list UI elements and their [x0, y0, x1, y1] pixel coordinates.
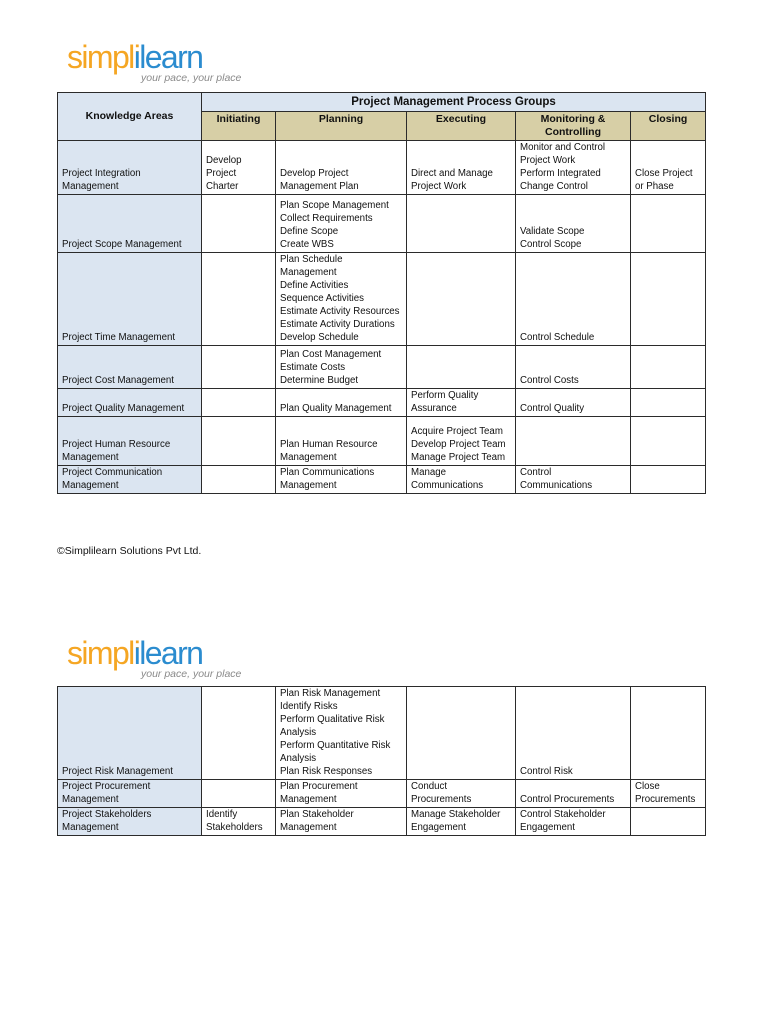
- knowledge-area-cell: [58, 808, 202, 836]
- process-groups-table-body: [58, 141, 706, 494]
- process-item-text: Stakeholders: [206, 822, 263, 833]
- logo-tagline: your pace, your place: [141, 668, 242, 680]
- group-header-initiating: Initiating: [202, 112, 276, 141]
- process-item-text: Collect Requirements: [280, 213, 373, 224]
- process-item-text: Develop: [206, 155, 242, 166]
- knowledge-areas-header: Knowledge Areas: [58, 93, 202, 141]
- closing-cell: [631, 253, 706, 346]
- executing-cell: [407, 253, 516, 346]
- planning-cell: [276, 141, 407, 195]
- process-item-text: Control Procurements: [520, 794, 615, 805]
- knowledge-area-label: Project Stakeholders: [62, 809, 152, 820]
- process-item-text: Management: [280, 267, 337, 278]
- process-item-text: Plan Cost Management: [280, 349, 382, 360]
- process-item-text: Analysis: [280, 753, 317, 764]
- closing-cell: [631, 389, 706, 417]
- knowledge-area-row: [58, 253, 706, 346]
- planning-cell: [276, 466, 407, 494]
- knowledge-area-label: Project Cost Management: [62, 375, 174, 386]
- closing-cell: [631, 346, 706, 389]
- initiating-cell: [202, 466, 276, 494]
- process-item-text: Manage Stakeholder: [411, 809, 501, 820]
- process-groups-header: Project Management Process Groups: [202, 93, 706, 112]
- process-item-text: Develop Schedule: [280, 332, 359, 343]
- initiating-cell: [202, 808, 276, 836]
- monitoring-controlling-cell: [516, 417, 631, 466]
- knowledge-area-row: [58, 687, 706, 780]
- process-item-text: Perform Integrated: [520, 168, 601, 179]
- monitoring-controlling-cell: [516, 195, 631, 253]
- knowledge-area-row: [58, 417, 706, 466]
- process-item-text: Estimate Activity Resources: [280, 306, 400, 317]
- initiating-cell: [202, 141, 276, 195]
- process-item-text: Close Project: [635, 168, 693, 179]
- monitoring-controlling-cell: [516, 466, 631, 494]
- process-item-text: Develop Project Team: [411, 439, 506, 450]
- process-item-text: Close: [635, 781, 660, 792]
- knowledge-area-row: [58, 808, 706, 836]
- process-item-text: Manage: [411, 467, 447, 478]
- knowledge-area-label: Project Integration: [62, 168, 141, 179]
- initiating-cell: [202, 780, 276, 808]
- process-item-text: Management Plan: [280, 181, 359, 192]
- process-item-text: Plan Risk Responses: [280, 766, 373, 777]
- knowledge-area-row: [58, 195, 706, 253]
- process-item-text: Control Risk: [520, 766, 573, 777]
- planning-cell: [276, 346, 407, 389]
- process-item-text: Perform Quantitative Risk: [280, 740, 391, 751]
- process-item-text: Project: [206, 168, 237, 179]
- executing-cell: [407, 141, 516, 195]
- process-item-text: Change Control: [520, 181, 588, 192]
- process-item-text: Plan Human Resource: [280, 439, 378, 450]
- process-item-text: Communications: [520, 480, 593, 491]
- process-item-text: Identify Risks: [280, 701, 338, 712]
- group-header-planning: Planning: [276, 112, 407, 141]
- simplilearn-logo: [67, 637, 202, 669]
- process-item-text: Conduct: [411, 781, 448, 792]
- closing-cell: [631, 195, 706, 253]
- initiating-cell: [202, 389, 276, 417]
- logo-wordmark-learn: learn: [139, 635, 203, 671]
- closing-cell: [631, 417, 706, 466]
- process-item-text: Project Work: [520, 155, 576, 166]
- process-item-text: Charter: [206, 181, 239, 192]
- knowledge-area-label: Project Scope Management: [62, 239, 182, 250]
- simplilearn-logo: [67, 41, 202, 73]
- process-item-text: Assurance: [411, 403, 457, 414]
- monitoring-controlling-cell: [516, 253, 631, 346]
- initiating-cell: [202, 195, 276, 253]
- process-item-text: Perform Quality: [411, 390, 479, 401]
- process-item-text: Estimate Activity Durations: [280, 319, 395, 330]
- executing-cell: [407, 389, 516, 417]
- knowledge-area-row: [58, 780, 706, 808]
- knowledge-area-label: Project Risk Management: [62, 766, 173, 777]
- process-item-text: Plan Procurement: [280, 781, 358, 792]
- process-item-text: Develop Project: [280, 168, 349, 179]
- knowledge-area-row: [58, 141, 706, 195]
- knowledge-area-cell: [58, 687, 202, 780]
- planning-cell: [276, 389, 407, 417]
- process-item-text: Sequence Activities: [280, 293, 365, 304]
- knowledge-area-label: Project Quality Management: [62, 403, 185, 414]
- logo-wordmark-simpl: simpl: [67, 635, 134, 671]
- process-item-text: Monitor and Control: [520, 142, 606, 153]
- logo-wordmark-learn: learn: [139, 39, 203, 75]
- process-item-text: Manage Project Team: [411, 452, 506, 463]
- process-item-text: Define Scope: [280, 226, 339, 237]
- initiating-cell: [202, 687, 276, 780]
- knowledge-area-label: Project Communication: [62, 467, 163, 478]
- process-item-text: Engagement: [520, 822, 575, 833]
- process-item-text: Management: [280, 794, 337, 805]
- logo-wordmark-i: i: [133, 635, 140, 671]
- process-item-text: Procurements: [411, 794, 472, 805]
- knowledge-area-label: Management: [62, 822, 119, 833]
- process-item-text: Estimate Costs: [280, 362, 346, 373]
- process-item-text: Plan Quality Management: [280, 403, 392, 414]
- group-header-monitoring-controlling: Monitoring & Controlling: [516, 112, 631, 141]
- monitoring-controlling-cell: [516, 389, 631, 417]
- process-item-text: Validate Scope: [520, 226, 585, 237]
- group-header-closing: Closing: [631, 112, 706, 141]
- monitoring-controlling-cell: [516, 808, 631, 836]
- process-item-text: Plan Risk Management: [280, 688, 381, 699]
- logo-tagline: your pace, your place: [141, 72, 242, 84]
- process-item-text: Direct and Manage: [411, 168, 493, 179]
- process-item-text: Engagement: [411, 822, 466, 833]
- executing-cell: [407, 808, 516, 836]
- process-item-text: Management: [280, 452, 337, 463]
- process-item-text: Control Costs: [520, 375, 579, 386]
- knowledge-area-label: Project Procurement: [62, 781, 151, 792]
- knowledge-area-row: [58, 389, 706, 417]
- knowledge-area-label: Management: [62, 480, 119, 491]
- process-item-text: Control Stakeholder: [520, 809, 606, 820]
- planning-cell: [276, 417, 407, 466]
- process-item-text: Management: [280, 480, 337, 491]
- process-groups-table-continued: [57, 686, 706, 836]
- knowledge-area-cell: [58, 466, 202, 494]
- knowledge-area-label: Management: [62, 794, 119, 805]
- knowledge-area-cell: [58, 253, 202, 346]
- knowledge-area-row: [58, 346, 706, 389]
- process-item-text: Determine Budget: [280, 375, 359, 386]
- knowledge-area-cell: [58, 780, 202, 808]
- process-item-text: Control Scope: [520, 239, 582, 250]
- executing-cell: [407, 346, 516, 389]
- planning-cell: [276, 780, 407, 808]
- copyright-footer: ©Simplilearn Solutions Pvt Ltd.: [57, 545, 202, 557]
- planning-cell: [276, 195, 407, 253]
- table-title-row: [58, 93, 706, 112]
- planning-cell: [276, 808, 407, 836]
- executing-cell: [407, 466, 516, 494]
- process-item-text: Procurements: [635, 794, 696, 805]
- knowledge-area-label: Management: [62, 181, 119, 192]
- process-item-text: Project Work: [411, 181, 467, 192]
- executing-cell: [407, 417, 516, 466]
- process-item-text: Control Quality: [520, 403, 585, 414]
- closing-cell: [631, 687, 706, 780]
- process-item-text: Acquire Project Team: [411, 426, 503, 437]
- process-item-text: Create WBS: [280, 239, 334, 250]
- process-item-text: Analysis: [280, 727, 317, 738]
- process-item-text: Identify: [206, 809, 238, 820]
- process-item-text: Management: [280, 822, 337, 833]
- knowledge-area-cell: [58, 346, 202, 389]
- monitoring-controlling-cell: [516, 780, 631, 808]
- process-item-text: Plan Communications: [280, 467, 375, 478]
- process-item-text: Control: [520, 467, 552, 478]
- process-item-text: or Phase: [635, 181, 674, 192]
- closing-cell: [631, 466, 706, 494]
- knowledge-area-cell: [58, 417, 202, 466]
- process-item-text: Define Activities: [280, 280, 349, 291]
- initiating-cell: [202, 417, 276, 466]
- process-item-text: Plan Scope Management: [280, 200, 389, 211]
- knowledge-area-cell: [58, 195, 202, 253]
- executing-cell: [407, 780, 516, 808]
- executing-cell: [407, 195, 516, 253]
- group-header-executing: Executing: [407, 112, 516, 141]
- knowledge-area-label: Project Human Resource: [62, 439, 171, 450]
- closing-cell: [631, 780, 706, 808]
- process-item-text: Communications: [411, 480, 484, 491]
- closing-cell: [631, 141, 706, 195]
- planning-cell: [276, 253, 407, 346]
- closing-cell: [631, 808, 706, 836]
- monitoring-controlling-cell: [516, 346, 631, 389]
- initiating-cell: [202, 253, 276, 346]
- knowledge-area-cell: [58, 141, 202, 195]
- process-groups-table-continued-body: [58, 687, 706, 836]
- knowledge-area-label: Project Time Management: [62, 332, 176, 343]
- knowledge-area-label: Management: [62, 452, 119, 463]
- process-item-text: Perform Qualitative Risk: [280, 714, 385, 725]
- logo-wordmark-i: i: [133, 39, 140, 75]
- monitoring-controlling-cell: [516, 687, 631, 780]
- knowledge-area-row: [58, 466, 706, 494]
- knowledge-area-cell: [58, 389, 202, 417]
- logo-wordmark-simpl: simpl: [67, 39, 134, 75]
- process-item-text: Plan Stakeholder: [280, 809, 354, 820]
- process-groups-table: [57, 92, 706, 494]
- process-item-text: Plan Schedule: [280, 254, 343, 265]
- monitoring-controlling-cell: [516, 141, 631, 195]
- initiating-cell: [202, 346, 276, 389]
- planning-cell: [276, 687, 407, 780]
- process-item-text: Control Schedule: [520, 332, 595, 343]
- executing-cell: [407, 687, 516, 780]
